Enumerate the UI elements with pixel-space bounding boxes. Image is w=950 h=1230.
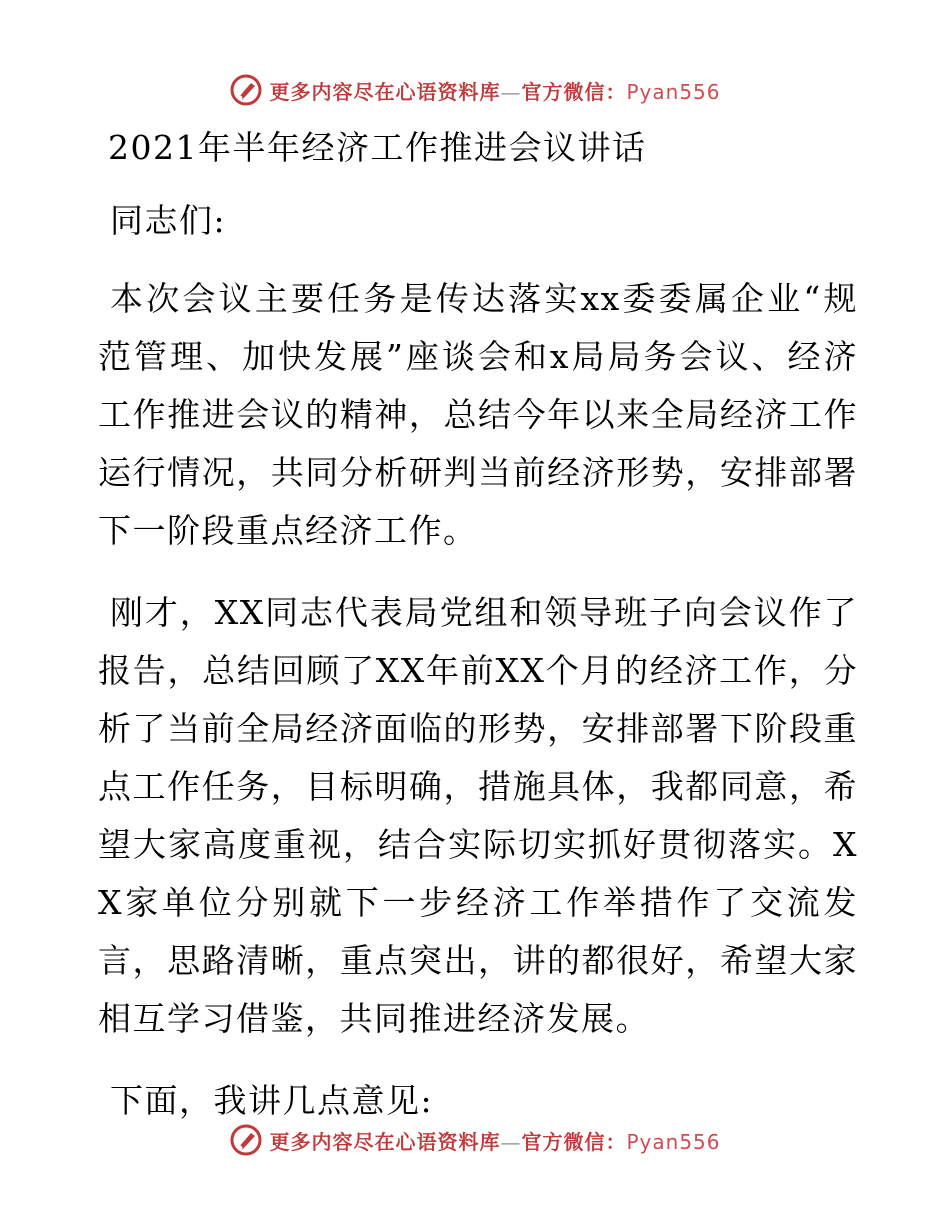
watermark-wechat-id: Pyan556 bbox=[626, 79, 721, 104]
greeting-text: 同志们: bbox=[110, 201, 227, 240]
watermark-dash: — bbox=[500, 1129, 522, 1154]
watermark-site: 更多内容尽在心语资料库 bbox=[269, 79, 501, 104]
watermark-header bbox=[0, 70, 950, 110]
paragraph-2-text: 刚才，XX同志代表局党组和领导班子向会议作了报告，总结回顾了XX年前XX个月的经济工作，分析了当前全局经济面临的形势，安排部署下阶段重点工作任务，目标明确，措施具体，我都同意，希望大家高度重视，结合实际切实抓好贯彻落实。XX家单位分别就下一步经济工作举措作了交流发言，思路清晰，重点突出，讲的都很好，希望大家相互学习借鉴，共同推进经济发展。 bbox=[98, 593, 858, 1038]
watermark-text bbox=[269, 76, 720, 105]
pen-logo-icon bbox=[229, 73, 263, 107]
pen-logo-icon bbox=[229, 1123, 263, 1157]
paragraph-3-text: 下面，我讲几点意见: bbox=[110, 1081, 434, 1120]
paragraph-1-text: 本次会议主要任务是传达落实xx委委属企业“规范管理、加快发展”座谈会和x局局务会议、经济工作推进会议的精神，总结今年以来全局经济工作运行情况，共同分析研判当前经济形势，安排部署下一阶段重点经济工作。 bbox=[98, 279, 858, 550]
watermark-site: 更多内容尽在心语资料库 bbox=[269, 1129, 501, 1154]
greeting bbox=[98, 192, 858, 250]
watermark-label: 官方微信： bbox=[521, 1129, 627, 1154]
watermark-label: 官方微信： bbox=[521, 79, 627, 104]
document-title: 2021年半年经济工作推进会议讲话 bbox=[108, 128, 647, 167]
watermark-wechat-id: Pyan556 bbox=[626, 1129, 721, 1154]
paragraph-1 bbox=[98, 270, 858, 560]
watermark-dash: — bbox=[500, 79, 522, 104]
document-body bbox=[98, 120, 858, 1130]
watermark-text bbox=[269, 1126, 720, 1155]
paragraph-2 bbox=[98, 584, 858, 1048]
watermark-footer bbox=[0, 1120, 950, 1160]
